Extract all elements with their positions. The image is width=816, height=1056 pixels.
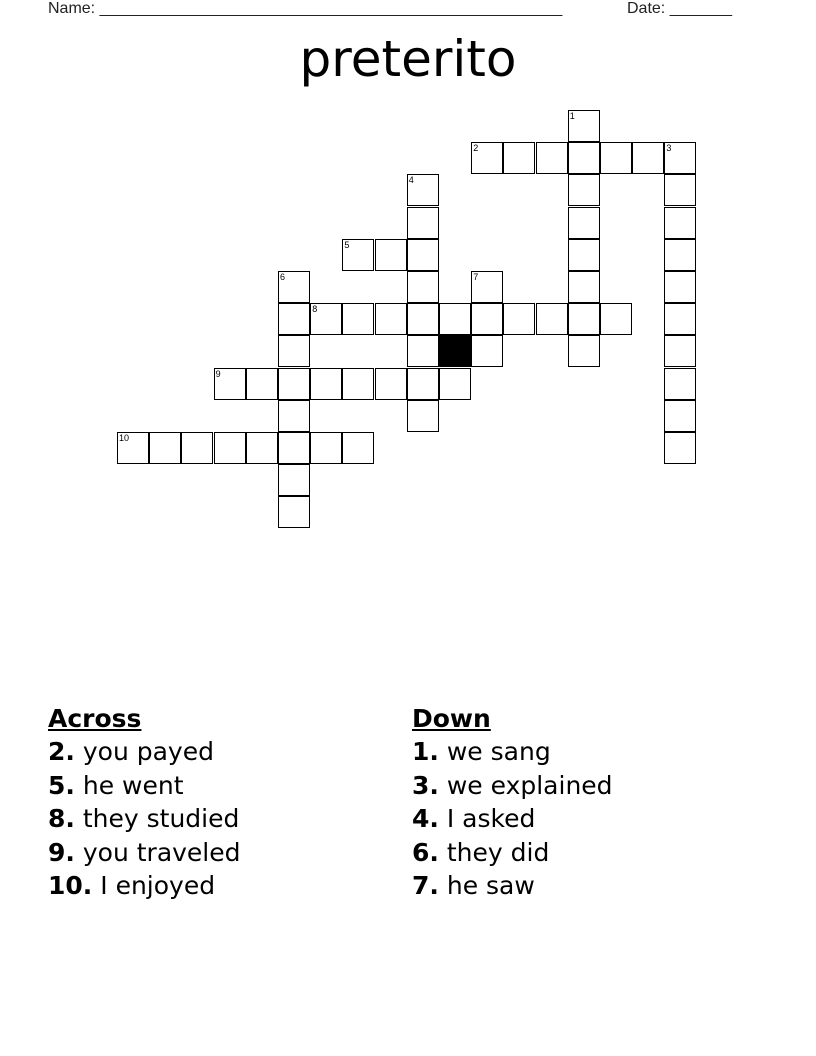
grid-cell[interactable] <box>278 464 310 496</box>
grid-cell[interactable] <box>439 303 471 335</box>
grid-cell[interactable] <box>407 271 439 303</box>
grid-cell[interactable] <box>568 239 600 271</box>
grid-cell[interactable] <box>568 174 600 206</box>
grid-cell[interactable] <box>310 368 342 400</box>
clue-number: 6. <box>412 837 439 867</box>
clue-number-label: 4 <box>408 175 414 186</box>
grid-cell[interactable] <box>568 271 600 303</box>
clue-number: 7. <box>412 871 439 900</box>
down-clue <box>412 802 613 836</box>
grid-cell[interactable] <box>375 303 407 335</box>
grid-cell[interactable] <box>664 400 696 432</box>
grid-cell[interactable] <box>664 207 696 239</box>
clue-number: 1. <box>412 737 439 766</box>
clue-number-label: 10 <box>119 433 130 443</box>
grid-cell[interactable] <box>278 303 310 335</box>
grid-cell[interactable] <box>568 303 600 335</box>
clue-text: he saw <box>438 871 535 900</box>
grid-cell[interactable] <box>568 142 600 174</box>
date-field-label: Date: _______ <box>627 0 732 17</box>
grid-cell[interactable] <box>375 368 407 400</box>
grid-cell[interactable] <box>246 432 278 464</box>
clue-number: 5. <box>48 770 75 800</box>
across-clue <box>48 802 241 836</box>
clue-text: he went <box>74 770 184 800</box>
down-clues <box>412 702 613 903</box>
page-title: preterito <box>299 30 517 88</box>
clue-number: 2. <box>48 737 75 766</box>
grid-cell[interactable] <box>181 432 213 464</box>
grid-cell[interactable] <box>407 303 439 335</box>
grid-cell[interactable] <box>568 335 600 367</box>
grid-cell[interactable] <box>342 303 374 335</box>
down-clue <box>412 869 613 903</box>
grid-cell[interactable] <box>600 142 632 174</box>
across-clue <box>48 735 241 769</box>
grid-cell[interactable] <box>503 303 535 335</box>
grid-cell[interactable] <box>149 432 181 464</box>
grid-cell[interactable] <box>375 239 407 271</box>
clue-text: you payed <box>74 737 214 766</box>
grid-cell[interactable] <box>664 142 696 174</box>
clue-text: we sang <box>438 737 551 766</box>
across-clue <box>48 836 241 870</box>
clue-number-label: 3 <box>666 143 672 154</box>
grid-cell[interactable] <box>568 110 600 142</box>
grid-cell[interactable] <box>214 432 246 464</box>
clue-text: I asked <box>438 804 536 833</box>
grid-cell[interactable] <box>471 142 503 174</box>
across-clues <box>48 702 241 903</box>
grid-cell[interactable] <box>278 271 310 303</box>
grid-cell[interactable] <box>664 174 696 206</box>
blocked-cell <box>439 335 471 367</box>
grid-cell[interactable] <box>536 303 568 335</box>
clue-number-label: 8 <box>312 304 318 315</box>
grid-cell[interactable] <box>342 368 374 400</box>
grid-cell[interactable] <box>342 239 374 271</box>
clue-number: 3. <box>412 770 439 800</box>
down-clue <box>412 836 613 870</box>
clue-number: 9. <box>48 837 75 867</box>
grid-cell[interactable] <box>407 174 439 206</box>
clue-number-label: 9 <box>215 368 221 379</box>
grid-cell[interactable] <box>278 496 310 528</box>
grid-cell[interactable] <box>214 368 246 400</box>
clue-number-label: 2 <box>473 143 479 154</box>
down-clue <box>412 769 613 803</box>
grid-cell[interactable] <box>664 335 696 367</box>
grid-cell[interactable] <box>278 335 310 367</box>
grid-cell[interactable] <box>471 271 503 303</box>
grid-cell[interactable] <box>536 142 568 174</box>
grid-cell[interactable] <box>278 432 310 464</box>
clue-text: they studied <box>74 804 240 833</box>
grid-cell[interactable] <box>407 335 439 367</box>
down-clue <box>412 735 613 769</box>
grid-cell[interactable] <box>664 368 696 400</box>
grid-cell[interactable] <box>664 239 696 271</box>
grid-cell[interactable] <box>503 142 535 174</box>
grid-cell[interactable] <box>407 239 439 271</box>
grid-cell[interactable] <box>246 368 278 400</box>
grid-cell[interactable] <box>632 142 664 174</box>
clue-number-label: 6 <box>280 272 286 282</box>
clue-text: I enjoyed <box>92 871 216 900</box>
name-field-label: Name: ____________________________________________________ <box>48 0 563 17</box>
grid-cell[interactable] <box>310 303 342 335</box>
grid-cell[interactable] <box>278 368 310 400</box>
grid-cell[interactable] <box>407 207 439 239</box>
grid-cell[interactable] <box>664 271 696 303</box>
grid-cell[interactable] <box>342 432 374 464</box>
clue-text: you traveled <box>74 837 241 867</box>
across-clue <box>48 769 241 803</box>
clue-number-label: 1 <box>569 111 575 121</box>
grid-cell[interactable] <box>471 303 503 335</box>
grid-cell[interactable] <box>278 400 310 432</box>
grid-cell[interactable] <box>439 368 471 400</box>
down-heading: Down <box>412 704 491 733</box>
grid-cell[interactable] <box>117 432 149 464</box>
grid-cell[interactable] <box>568 207 600 239</box>
grid-cell[interactable] <box>664 432 696 464</box>
across-clue <box>48 869 241 903</box>
clue-number: 8. <box>48 804 75 833</box>
across-heading: Across <box>48 704 142 733</box>
grid-cell[interactable] <box>310 432 342 464</box>
grid-cell[interactable] <box>471 335 503 367</box>
grid-cell[interactable] <box>407 400 439 432</box>
clue-text: we explained <box>438 770 613 800</box>
clue-number-label: 7 <box>473 272 479 282</box>
grid-cell[interactable] <box>664 303 696 335</box>
clue-number: 10. <box>48 871 93 900</box>
clue-number-label: 5 <box>344 239 350 250</box>
grid-cell[interactable] <box>600 303 632 335</box>
clue-text: they did <box>438 837 550 867</box>
clue-number: 4. <box>412 804 439 833</box>
grid-cell[interactable] <box>407 368 439 400</box>
